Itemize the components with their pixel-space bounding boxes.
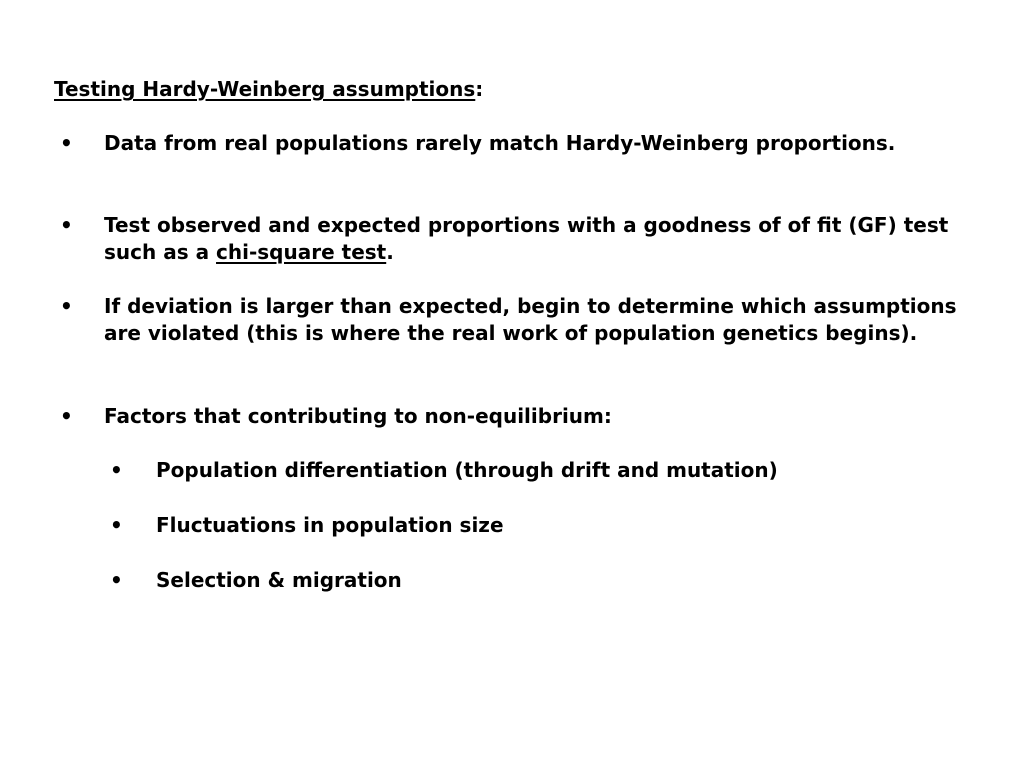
bullet-text: If deviation is larger than expected, begin to determine which assumptions are violated (this is where the real work of population genetics begins). (104, 294, 957, 345)
bullet-text-after-link: . (386, 240, 394, 264)
sub-bullet-text: Selection & migration (156, 568, 402, 592)
sub-bullet-dot: • (110, 458, 123, 482)
bullet-real-populations (54, 130, 974, 157)
chi-square-test-link[interactable]: chi-square test (216, 240, 387, 264)
bullet-dot: • (60, 213, 73, 237)
sub-bullet-selection-migration (104, 567, 976, 594)
bullet-deviation (54, 293, 974, 347)
bullet-dot: • (60, 131, 73, 155)
sub-bullet-population-differentiation (104, 457, 976, 484)
bullet-text-before-link: Test observed and expected proportions with a goodness of of fit (GF) test such as a (104, 213, 949, 264)
slide-title-colon: : (475, 77, 484, 101)
sub-bullet-fluctuations (104, 512, 976, 539)
bullet-text: Factors that contributing to non-equilibrium: (104, 404, 612, 428)
sub-bullet-text: Population differentiation (through drift and mutation) (156, 458, 778, 482)
bullet-text: Data from real populations rarely match Hardy-Weinberg proportions. (104, 131, 896, 155)
bullet-goodness-of-fit (54, 212, 974, 266)
sub-bullet-dot: • (110, 568, 123, 592)
slide-title-text: Testing Hardy-Weinberg assumptions (54, 77, 476, 101)
bullet-dot: • (60, 404, 73, 428)
bullet-factors (54, 403, 974, 430)
sub-bullet-dot: • (110, 513, 123, 537)
slide-title (54, 76, 483, 102)
sub-bullet-text: Fluctuations in population size (156, 513, 504, 537)
bullet-dot: • (60, 294, 73, 318)
bullet-text (104, 212, 974, 266)
